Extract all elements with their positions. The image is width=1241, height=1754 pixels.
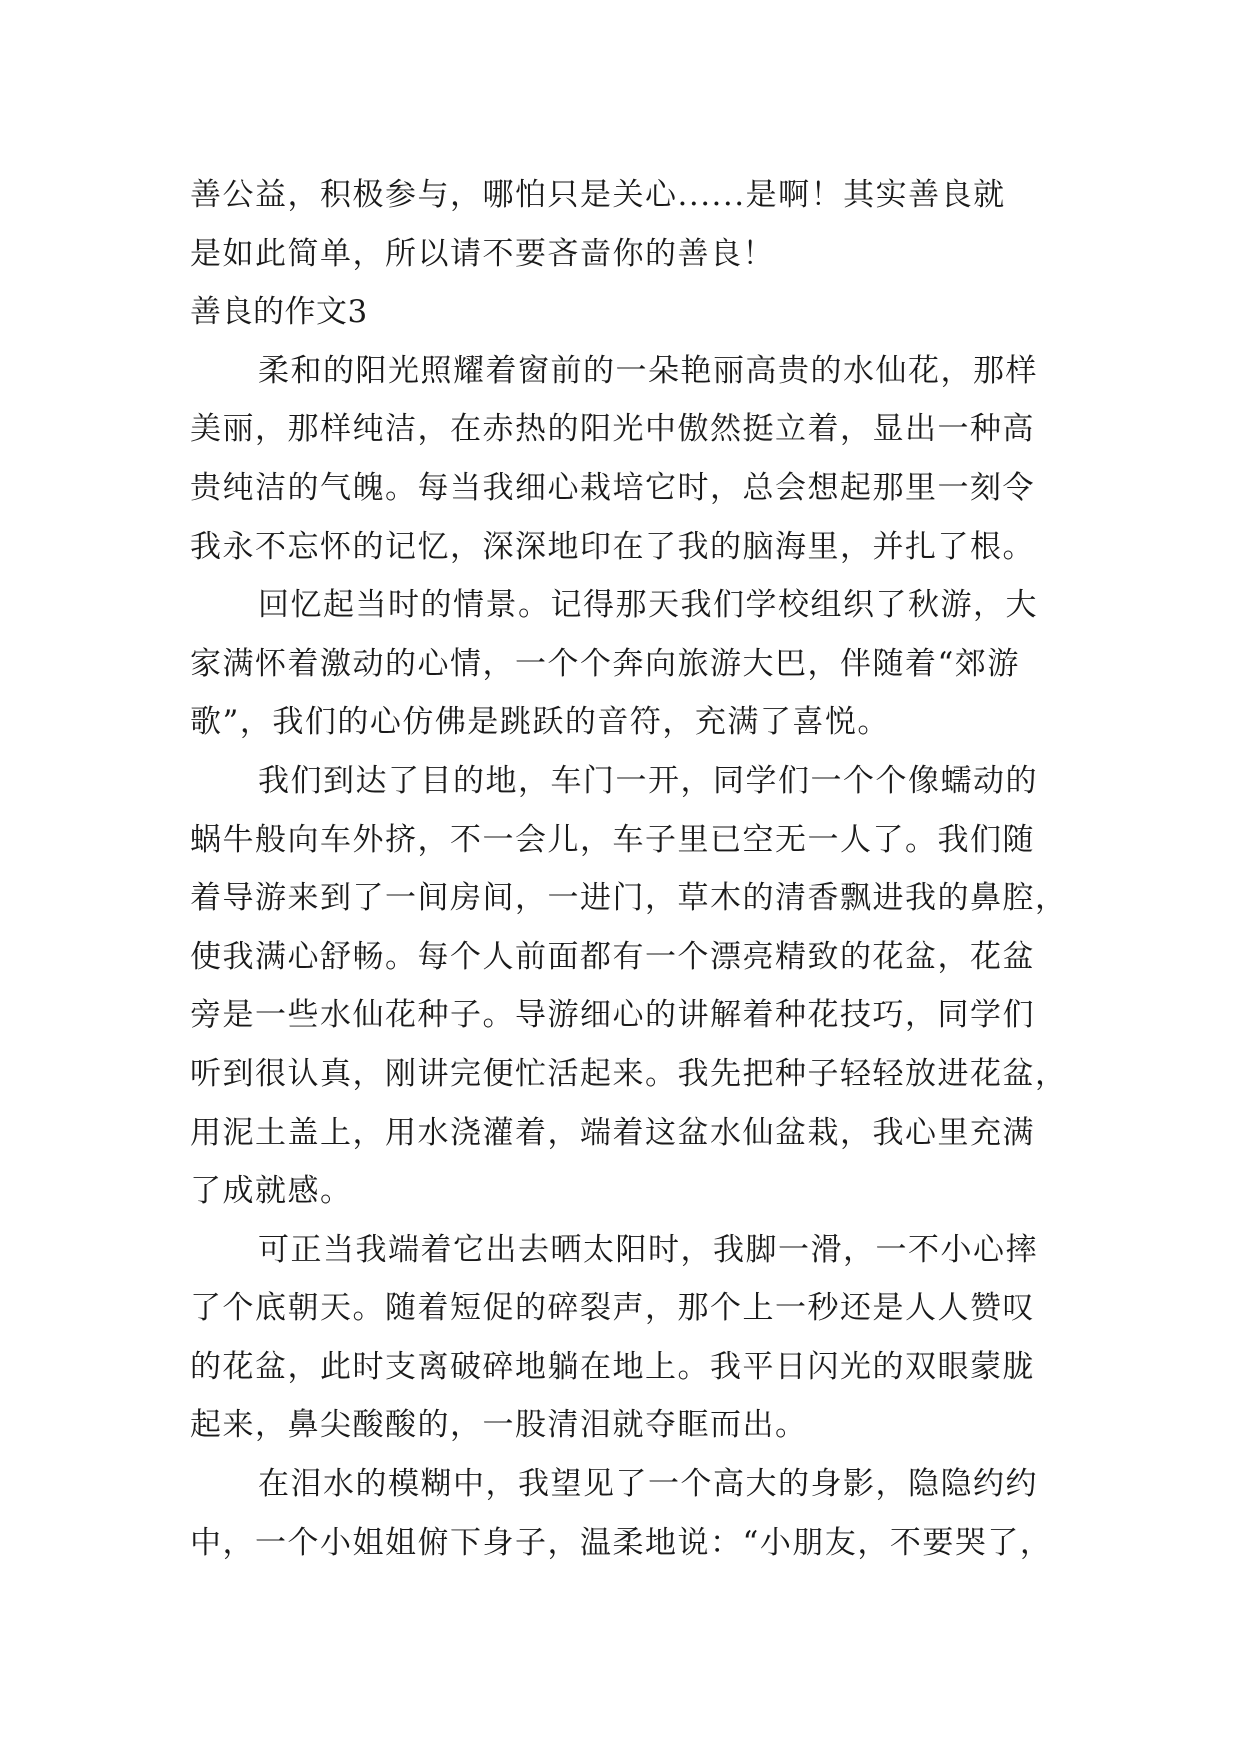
text-line: 起来，鼻尖酸酸的，一股清泪就夺眶而出。 bbox=[190, 1407, 808, 1444]
paragraph-first-line: 回忆起当时的情景。记得那天我们学校组织了秋游，大 bbox=[258, 587, 1038, 624]
document-body bbox=[190, 166, 1068, 1572]
text-line: 贵纯洁的气魄。每当我细心栽培它时，总会想起那里一刻令 bbox=[190, 469, 1035, 506]
text-line: 的花盆，此时支离破碎地躺在地上。我平日闪光的双眼蒙胧 bbox=[190, 1348, 1035, 1385]
text-line: 善公益，积极参与，哪怕只是关心......是啊！其实善良就 bbox=[190, 177, 1006, 213]
text-line: 家满怀着激动的心情，一个个奔向旅游大巴，伴随着“郊游 bbox=[190, 645, 1020, 682]
paragraph-first-line: 柔和的阳光照耀着窗前的一朵艳丽高贵的水仙花，那样 bbox=[258, 352, 1038, 389]
text-line: 中，一个小姐姐俯下身子，温柔地说：“小朋友，不要哭了， bbox=[190, 1524, 1053, 1561]
text-line: 了个底朝天。随着短促的碎裂声，那个上一秒还是人人赞叹 bbox=[190, 1290, 1035, 1327]
paragraph-first-line: 我们到达了目的地，车门一开，同学们一个个像蠕动的 bbox=[258, 762, 1038, 799]
text-line: 歌”，我们的心仿佛是跳跃的音符，充满了喜悦。 bbox=[190, 704, 890, 741]
text-line: 听到很认真，刚讲完便忙活起来。我先把种子轻轻放进花盆， bbox=[190, 1055, 1068, 1092]
text-line: 使我满心舒畅。每个人前面都有一个漂亮精致的花盆，花盆 bbox=[190, 938, 1035, 975]
text-line: 了成就感。 bbox=[190, 1173, 353, 1210]
text-line: 美丽，那样纯洁，在赤热的阳光中傲然挺立着，显出一种高 bbox=[190, 411, 1035, 448]
text-line: 我永不忘怀的记忆，深深地印在了我的脑海里，并扎了根。 bbox=[190, 528, 1035, 565]
text-line: 是如此简单，所以请不要吝啬你的善良！ bbox=[190, 235, 775, 272]
text-line: 用泥土盖上，用水浇灌着，端着这盆水仙盆栽，我心里充满 bbox=[190, 1114, 1035, 1151]
paragraph-first-line: 可正当我端着它出去晒太阳时，我脚一滑，一不小心摔 bbox=[258, 1231, 1038, 1268]
paragraph-first-line: 在泪水的模糊中，我望见了一个高大的身影，隐隐约约 bbox=[258, 1466, 1038, 1503]
section-heading: 善良的作文3 bbox=[190, 294, 368, 331]
text-line: 蜗牛般向车外挤，不一会儿，车子里已空无一人了。我们随 bbox=[190, 821, 1035, 858]
text-line: 旁是一些水仙花种子。导游细心的讲解着种花技巧，同学们 bbox=[190, 997, 1035, 1034]
text-line: 着导游来到了一间房间，一进门，草木的清香飘进我的鼻腔， bbox=[190, 880, 1068, 917]
